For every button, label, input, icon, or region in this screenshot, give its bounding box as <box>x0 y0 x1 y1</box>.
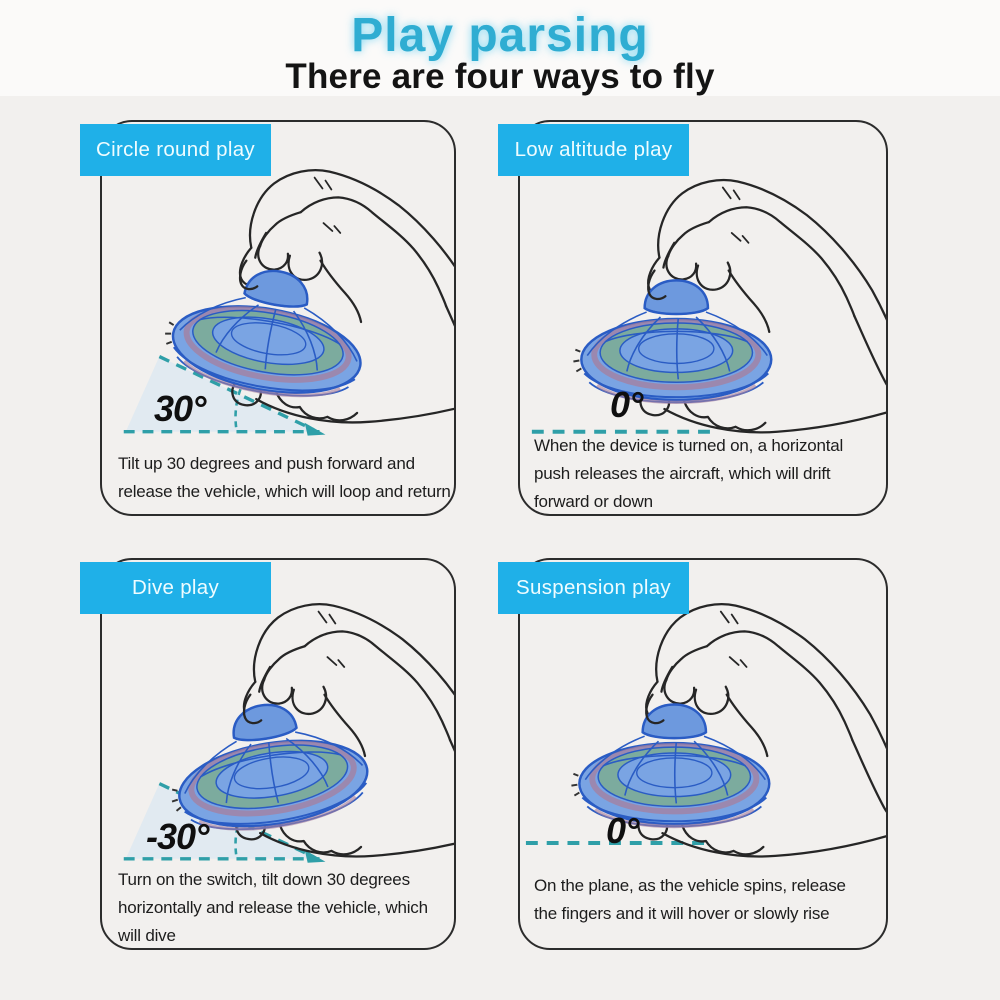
description-line: Turn on the switch, tilt down 30 degrees <box>118 870 410 889</box>
angle-label: 0° <box>610 384 643 425</box>
panel-description <box>534 872 846 928</box>
description-line: Tilt up 30 degrees and push forward and <box>118 454 415 473</box>
badge-circle-round-play: Circle round play <box>80 124 271 176</box>
description-line: horizontally and release the vehicle, which <box>118 898 428 917</box>
panel-description <box>118 450 451 506</box>
ufo-spinner-illustration <box>571 705 769 827</box>
angle-label: 0° <box>606 810 639 851</box>
panel-low-altitude-play <box>514 120 888 516</box>
description-line: When the device is turned on, a horizontal <box>534 436 844 455</box>
page-subtitle: There are four ways to fly <box>285 57 715 96</box>
badge-low-altitude-play: Low altitude play <box>498 124 689 176</box>
ufo-spinner-illustration <box>573 280 771 402</box>
badge-dive-play: Dive play <box>80 562 271 614</box>
panel-suspension-play <box>518 558 888 950</box>
badge-suspension-play: Suspension play <box>498 562 689 614</box>
description-line: push releases the aircraft, which will drift <box>534 464 831 483</box>
panel-description <box>118 866 428 950</box>
angle-label: 30° <box>154 388 206 429</box>
description-line: will dive <box>118 926 176 945</box>
panel-dive-play <box>100 558 456 950</box>
panel-circle-round-play <box>96 120 456 516</box>
panel-description <box>534 432 843 516</box>
description-line: forward or down <box>534 492 653 511</box>
description-line: release the vehicle, which will loop and return <box>118 482 451 501</box>
page-title: Play parsing <box>351 9 649 62</box>
angle-label: -30° <box>146 816 209 857</box>
description-line: the fingers and it will hover or slowly rise <box>534 904 830 923</box>
description-line: On the plane, as the vehicle spins, release <box>534 876 846 895</box>
